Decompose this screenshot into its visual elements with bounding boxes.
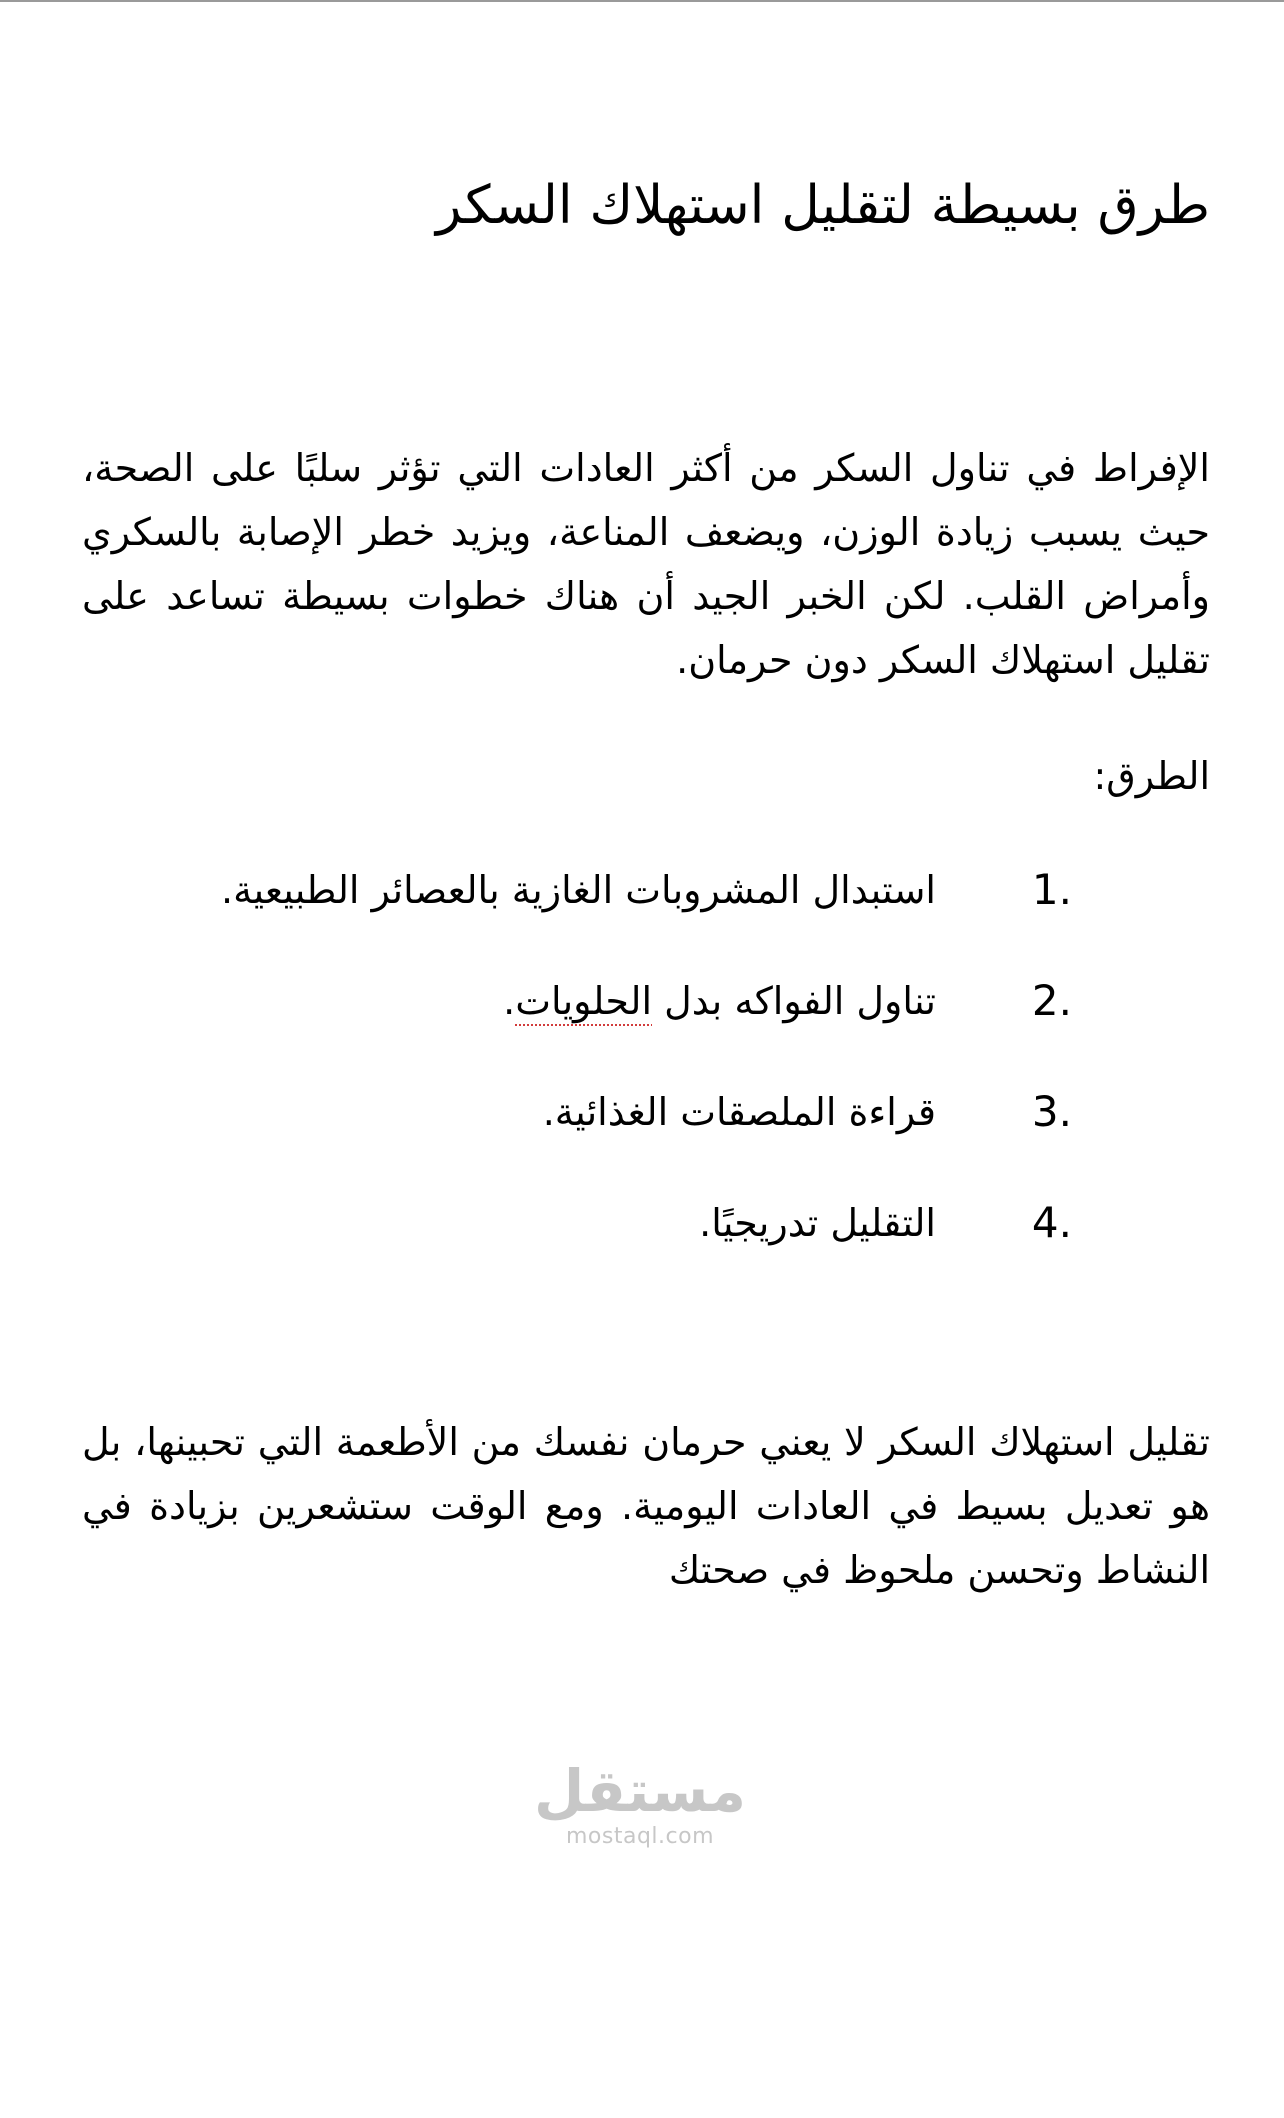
methods-label: الطرق: [1093,754,1210,798]
list-item-number: 2. [1031,976,1072,1025]
intro-paragraph: الإفراط في تناول السكر من أكثر العادات التي تؤثر سلبًا على الصحة، حيث يسبب زيادة الوزن، ويضعف المناعة، ويزيد خطر الإصابة بالسكري وأمراض القلب. لكن الخبر الجيد أن هناك خطوات بسيطة تساعد على تقليل استهلاك السكر دون حرمان. [82,446,1210,682]
list-item-text-start: تناول الفواكه بدل [652,979,936,1023]
spellcheck-underlined-word[interactable]: الحلويات [515,979,653,1023]
list-item-text-end: . [503,979,516,1023]
document-title: طرق بسيطة لتقليل استهلاك السكر [435,175,1210,236]
list-item [82,969,1210,1080]
list-item-number: 4. [1031,1198,1072,1247]
list-item-text [503,969,936,1033]
watermark-url: mostaql.com [565,1824,715,1849]
watermark-logo: مستقل [533,1757,747,1825]
list-item [82,858,1210,969]
steps-list [82,858,1210,1302]
list-item-text: استبدال المشروبات الغازية بالعصائر الطبيعية. [221,868,936,912]
list-item [82,1080,1210,1191]
list-item [82,1191,1210,1302]
list-item-number: 3. [1031,1087,1072,1136]
conclusion-paragraph: تقليل استهلاك السكر لا يعني حرمان نفسك من الأطعمة التي تحبينها، بل هو تعديل بسيط في العادات اليومية. ومع الوقت ستشعرين بزيادة في النشاط وتحسن ملحوظ في صحتك [82,1420,1210,1592]
list-item-text: التقليل تدريجيًا. [699,1201,936,1245]
watermark [520,1758,760,1850]
list-item-text: قراءة الملصقات الغذائية. [542,1090,936,1134]
list-item-number: 1. [1031,865,1072,914]
